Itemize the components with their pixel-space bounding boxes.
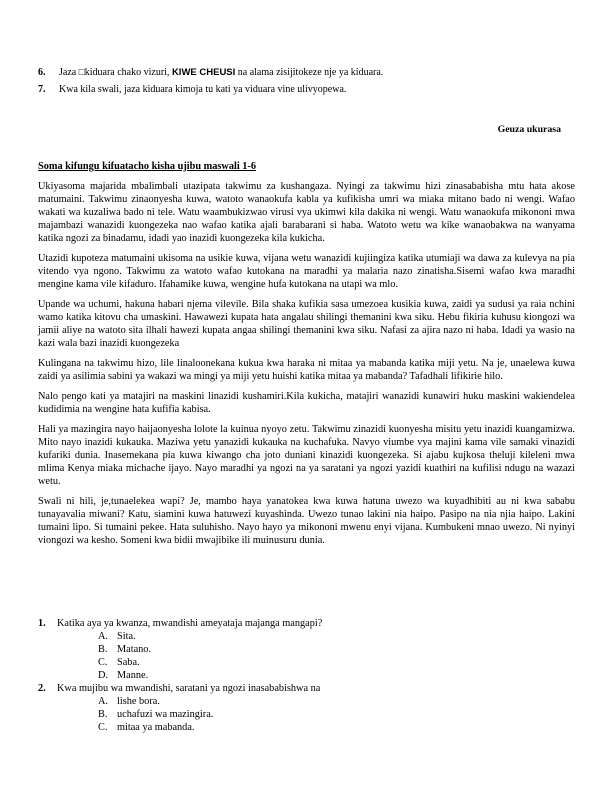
passage-paragraph: Upande wa uchumi, hakuna habari njema vilevile. Bila shaka kufikia sasa umezoea kusikia kuwa, zaidi ya sudusi ya raia nchini wamo katika kitovu cha umaskini. Hawawezi kupata hata angalau shilingi themanini kwa siku. Hebu fikiria kuhusu kiongozi wa jamii aliye na watoto sita ilhali hawezi kupata angaa shilingi themanini kwa siku. Nafasi za ajira nazo ni haba. Idadi ya wasio na kazi wala bazi inazidi kuongezeka	[38, 299, 575, 349]
question-text: Kwa mujibu wa mwandishi, saratani ya ngozi inasababishwa na	[57, 683, 321, 694]
instruction-text-bold-segment: KIWE CHEUSI	[171, 67, 236, 78]
question-1	[38, 617, 575, 682]
questions-section	[38, 617, 575, 734]
instruction-text: Kwa kila swali, jaza kiduara kimoja tu kati ya viduara vine ulivyopewa.	[59, 84, 347, 95]
instruction-text-segment: na alama zisijitokeze nje ya kiduara.	[235, 67, 384, 78]
section-heading: Soma kifungu kifuatacho kisha ujibu maswali 1-6	[38, 161, 257, 172]
passage-paragraph: Ukiyasoma majarida mbalimbali utazipata takwimu za kushangaza. Nyingi za takwimu hizi zinasababisha mtu hata akose matumaini. Takwimu zinaonyesha kuwa, watoto wanaokufa kabla ya kufikisha umri wa miaka mitano bado ni wengi. Wafao wakati wa kuzaliwa bado ni tele. Watu waambukizwao virusi vya ukimwi kila dakika ni wengi. Watu wanaokufa mikononi mwa majambazi wanazidi kuongezeka nao wafao katika ajali barabarani si haba. Watoto wetu wa kike wanaobakwa na wanyama katika ngozi za binadamu, idadi yao inazidi kuongezeka kila kukicha.	[38, 181, 575, 244]
question-number: 2.	[38, 683, 46, 694]
answer-option	[98, 630, 575, 643]
passage-paragraph: Hali ya mazingira nayo haijaonyesha lolote la kuinua nyoyo zetu. Takwimu zinazidi kuonyesha misitu yetu inazidi kuangamizwa. Mito nayo inazidi kukauka. Maziwa yetu yanazidi kukauka na kuchafuka. Navyo viumbe vya majini kama vile samaki vinazidi kufariki dunia. Inasemekana pia kuwa kiwango cha joto duniani kinazidi kuongezeka. Si ajabu kujkosa theluji kileleni mwa mlima Kenya miaka michache ijayo. Nayo maradhi ya ngozi na ya saratani ya ngozi yazidi kuathiri na kufilisi ndugu na wazazi wetu.	[38, 424, 575, 487]
passage-paragraph: Nalo pengo kati ya matajiri na maskini linazidi kushamiri.Kila kukicha, matajiri wanazidi kunawiri huku maskini wakiendelea kudidimia na wengine hata kufifia kabisa.	[38, 391, 575, 415]
instruction-text-segment: Jaza □kiduara chako vizuri,	[59, 67, 172, 78]
turn-page-label: Geuza ukurasa	[497, 124, 561, 135]
option-letter: B.	[98, 644, 108, 655]
option-text: Saba.	[117, 657, 140, 668]
instruction-text	[59, 66, 383, 79]
question-2	[38, 682, 575, 734]
question-text: Katika aya ya kwanza, mwandishi ameyataja majanga mangapi?	[57, 618, 323, 629]
instruction-item-7	[38, 83, 575, 96]
instruction-number: 7.	[38, 84, 46, 95]
option-text: Sita.	[117, 631, 136, 642]
passage	[38, 180, 575, 547]
option-letter: C.	[98, 657, 108, 668]
option-letter: A.	[98, 631, 109, 642]
answer-option	[98, 643, 575, 656]
answer-options	[98, 695, 575, 734]
passage-paragraph: Swali ni hili, je,tunaelekea wapi? Je, mambo haya yanatokea kwa kuwa hatuna uwezo wa kuyadhibiti au ni kwa sababu tunayavalia miwani? Katu, siamini kuwa hatuwezi kuyashinda. Uwezo tunao lakini nia haipo. Pasipo na nia njia haipo. Lakini tumaini lipo. Si tumaini pekee. Hata suluhisho. Nayo hayo ya mikononi mwenu enyi vijana. Kumbukeni mnao uwezo. Ni nyinyi viongozi wa kesho. Someni kwa bidii mwajibike ili muinusuru dunia.	[38, 496, 575, 546]
option-text: Matano.	[117, 644, 152, 655]
passage-paragraph: Kulingana na takwimu hizo, lile linaloonekana kukua kwa haraka ni mitaa ya mabanda katika miji yetu. Na je, unaelewa kuwa zaidi ya asilimia sabini ya wakazi wa mingi ya miji yetu huishi katika mitaa ya mabanda? Tafadhali lifikirie hilo.	[38, 358, 575, 382]
option-letter: C.	[98, 722, 108, 733]
answer-option	[98, 708, 575, 721]
question-number: 1.	[38, 618, 46, 629]
answer-options	[98, 630, 575, 682]
answer-option	[98, 669, 575, 682]
passage-paragraph: Utazidi kupoteza matumaini ukisoma na usikie kuwa, vijana wetu wanazidi kujiingiza katika utumiaji wa dawa za kulevya na pia vitendo vya ngono. Takwimu za watoto wafao kutokana na maradhi ya malaria nazo zinatisha.Sisemi wafao kwa maradhi mengine kama vile kifaduro. Ifahamike kuwa, wengine hufa kutokana na utapi wa mlo.	[38, 253, 575, 290]
option-text: uchafuzi wa mazingira.	[117, 709, 214, 720]
option-text: Manne.	[117, 670, 149, 681]
instruction-item-6	[38, 66, 575, 79]
option-letter: D.	[98, 670, 109, 681]
option-letter: B.	[98, 709, 108, 720]
option-letter: A.	[98, 696, 109, 707]
option-text: mitaa ya mabanda.	[117, 722, 195, 733]
answer-option	[98, 656, 575, 669]
option-text: lishe bora.	[117, 696, 160, 707]
answer-option	[98, 721, 575, 734]
instruction-number: 6.	[38, 67, 46, 78]
answer-option	[98, 695, 575, 708]
